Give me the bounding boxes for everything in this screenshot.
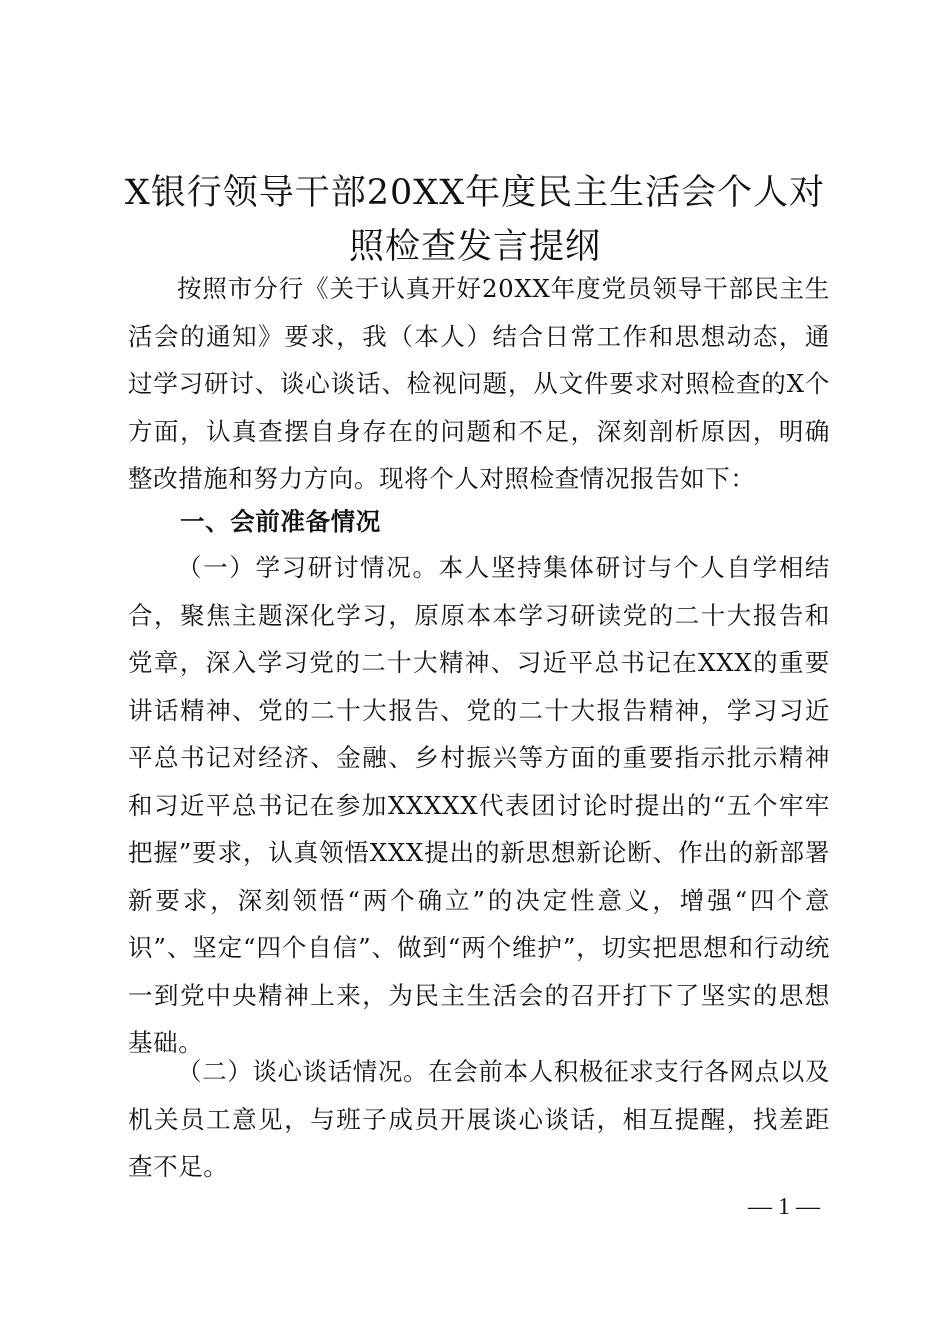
paragraph-talk xyxy=(128,1048,830,1191)
paragraph-study-text: 本人坚持集体研讨与个人自学相结合，聚焦主题深化学习，原原本本学习研读党的二十大报告和党章，深入学习党的二十大精神、习近平总书记在XXX的重要讲话精神、党的二十大报告、党的二十大报告精神，学习习近平总书记对经济、金融、乡村振兴等方面的重要指示批示精神和习近平总书记在参加XXXXX代表团讨论时提出的“五个牢牢把握”要求，认真领悟XXX提出的新思想新论断、作出的新部署新要求，深刻领悟“两个确立”的决定性意义，增强“四个意识”、坚定“四个自信”、做到“两个维护”，切实把思想和行动统一到党中央精神上来，为民主生活会的召开打下了坚实的思想基础。 xyxy=(128,553,830,1057)
document-title: X银行领导干部20XX年度民主生活会个人对照检查发言提纲 xyxy=(124,173,826,267)
paragraph-study xyxy=(128,544,830,1067)
paragraph-talk-lead: （二）谈心谈话情况。 xyxy=(177,1057,429,1086)
paragraph-talk-text: 在会前本人积极征求支行各网点以及机关员工意见，与班子成员开展谈心谈话，相互提醒，找差距查不足。 xyxy=(128,1057,830,1181)
intro-paragraph: 按照市分行《关于认真开好20XX年度党员领导干部民主生活会的通知》要求，我（本人）结合日常工作和思想动态，通过学习研讨、谈心谈话、检视问题，从文件要求对照检查的X个方面，认真查摆自身存在的问题和不足，深刻剖析原因，明确整改措施和努力方向。现将个人对照检查情况报告如下： xyxy=(128,274,830,493)
paragraph-study-lead: （一）学习研讨情况。 xyxy=(177,553,439,582)
page-number: — 1 — xyxy=(748,1194,820,1220)
section-heading-1: 一、会前准备情况 xyxy=(180,507,381,536)
